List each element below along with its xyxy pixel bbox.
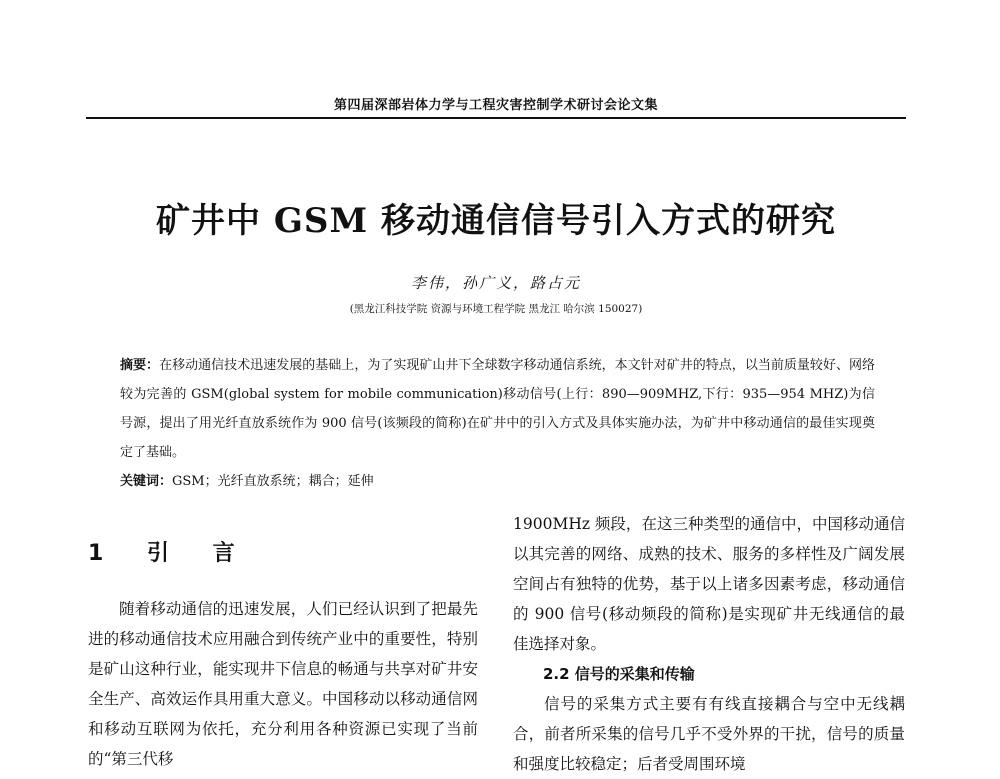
right-paragraph-2: 信号的采集方式主要有有线直接耦合与空中无线耦合，前者所采集的信号几乎不受外界的干扰，信号的质量和强度比较稳定；后者受周围环境 bbox=[513, 695, 905, 773]
left-column bbox=[88, 534, 478, 774]
abstract-label: 摘要： bbox=[120, 358, 160, 373]
paper-authors: 李伟，孙广义，路占元 bbox=[410, 274, 581, 292]
keywords-text: GSM；光纤直放系统；耦合；延伸 bbox=[172, 474, 374, 489]
proceedings-header: 第四届深部岩体力学与工程灾害控制学术研讨会论文集 bbox=[333, 98, 658, 113]
intro-paragraph: 随着移动通信的迅速发展，人们已经认识到了把最先进的移动通信技术应用融合到传统产业中的重要性，特别是矿山这种行业，能实现井下信息的畅通与共享对矿井安全生产、高效运作具用重大意义。中国移动以移动通信网和移动互联网为依托，充分利用各种资源已实现了当前的“第三代移 bbox=[88, 600, 478, 768]
section-heading: 1 引 言 bbox=[88, 541, 253, 566]
keywords-label: 关键词： bbox=[120, 474, 173, 489]
right-paragraph-1: 1900MHz 频段，在这三种类型的通信中，中国移动通信以其完善的网络、成熟的技术、服务的多样性及广阔发展空间占有独特的优势，基于以上诸多因素考虑，移动通信的 900 信号(移动频段的简称)是实现矿井无线通信的最佳选择对象。 bbox=[513, 515, 905, 653]
abstract-block bbox=[120, 351, 875, 496]
abstract-paragraph bbox=[120, 351, 875, 467]
header-rule bbox=[86, 117, 906, 119]
abstract-text: 在移动通信技术迅速发展的基础上，为了实现矿山井下全球数字移动通信系统，本文针对矿井的特点，以当前质量较好、网络较为完善的 GSM(global system for mobile communication)移动信号(上行：890—909MHZ,下行：935—954 MHZ)为信号源，提出了用光纤直放系统作为 900 信号(该频段的简称)在矿井中的引入方式及具体实施办法，为矿井中移动通信的最佳实现奠定了基础。 bbox=[120, 358, 875, 460]
paper-title: 矿井中 GSM 移动通信信号引入方式的研究 bbox=[156, 201, 836, 241]
right-column bbox=[513, 509, 905, 779]
subsection-heading: 2.2 信号的采集和传输 bbox=[543, 665, 695, 683]
paper-affiliation: (黑龙江科技学院 资源与环境工程学院 黑龙江 哈尔滨 150027) bbox=[349, 303, 643, 315]
keywords-line bbox=[120, 467, 875, 496]
